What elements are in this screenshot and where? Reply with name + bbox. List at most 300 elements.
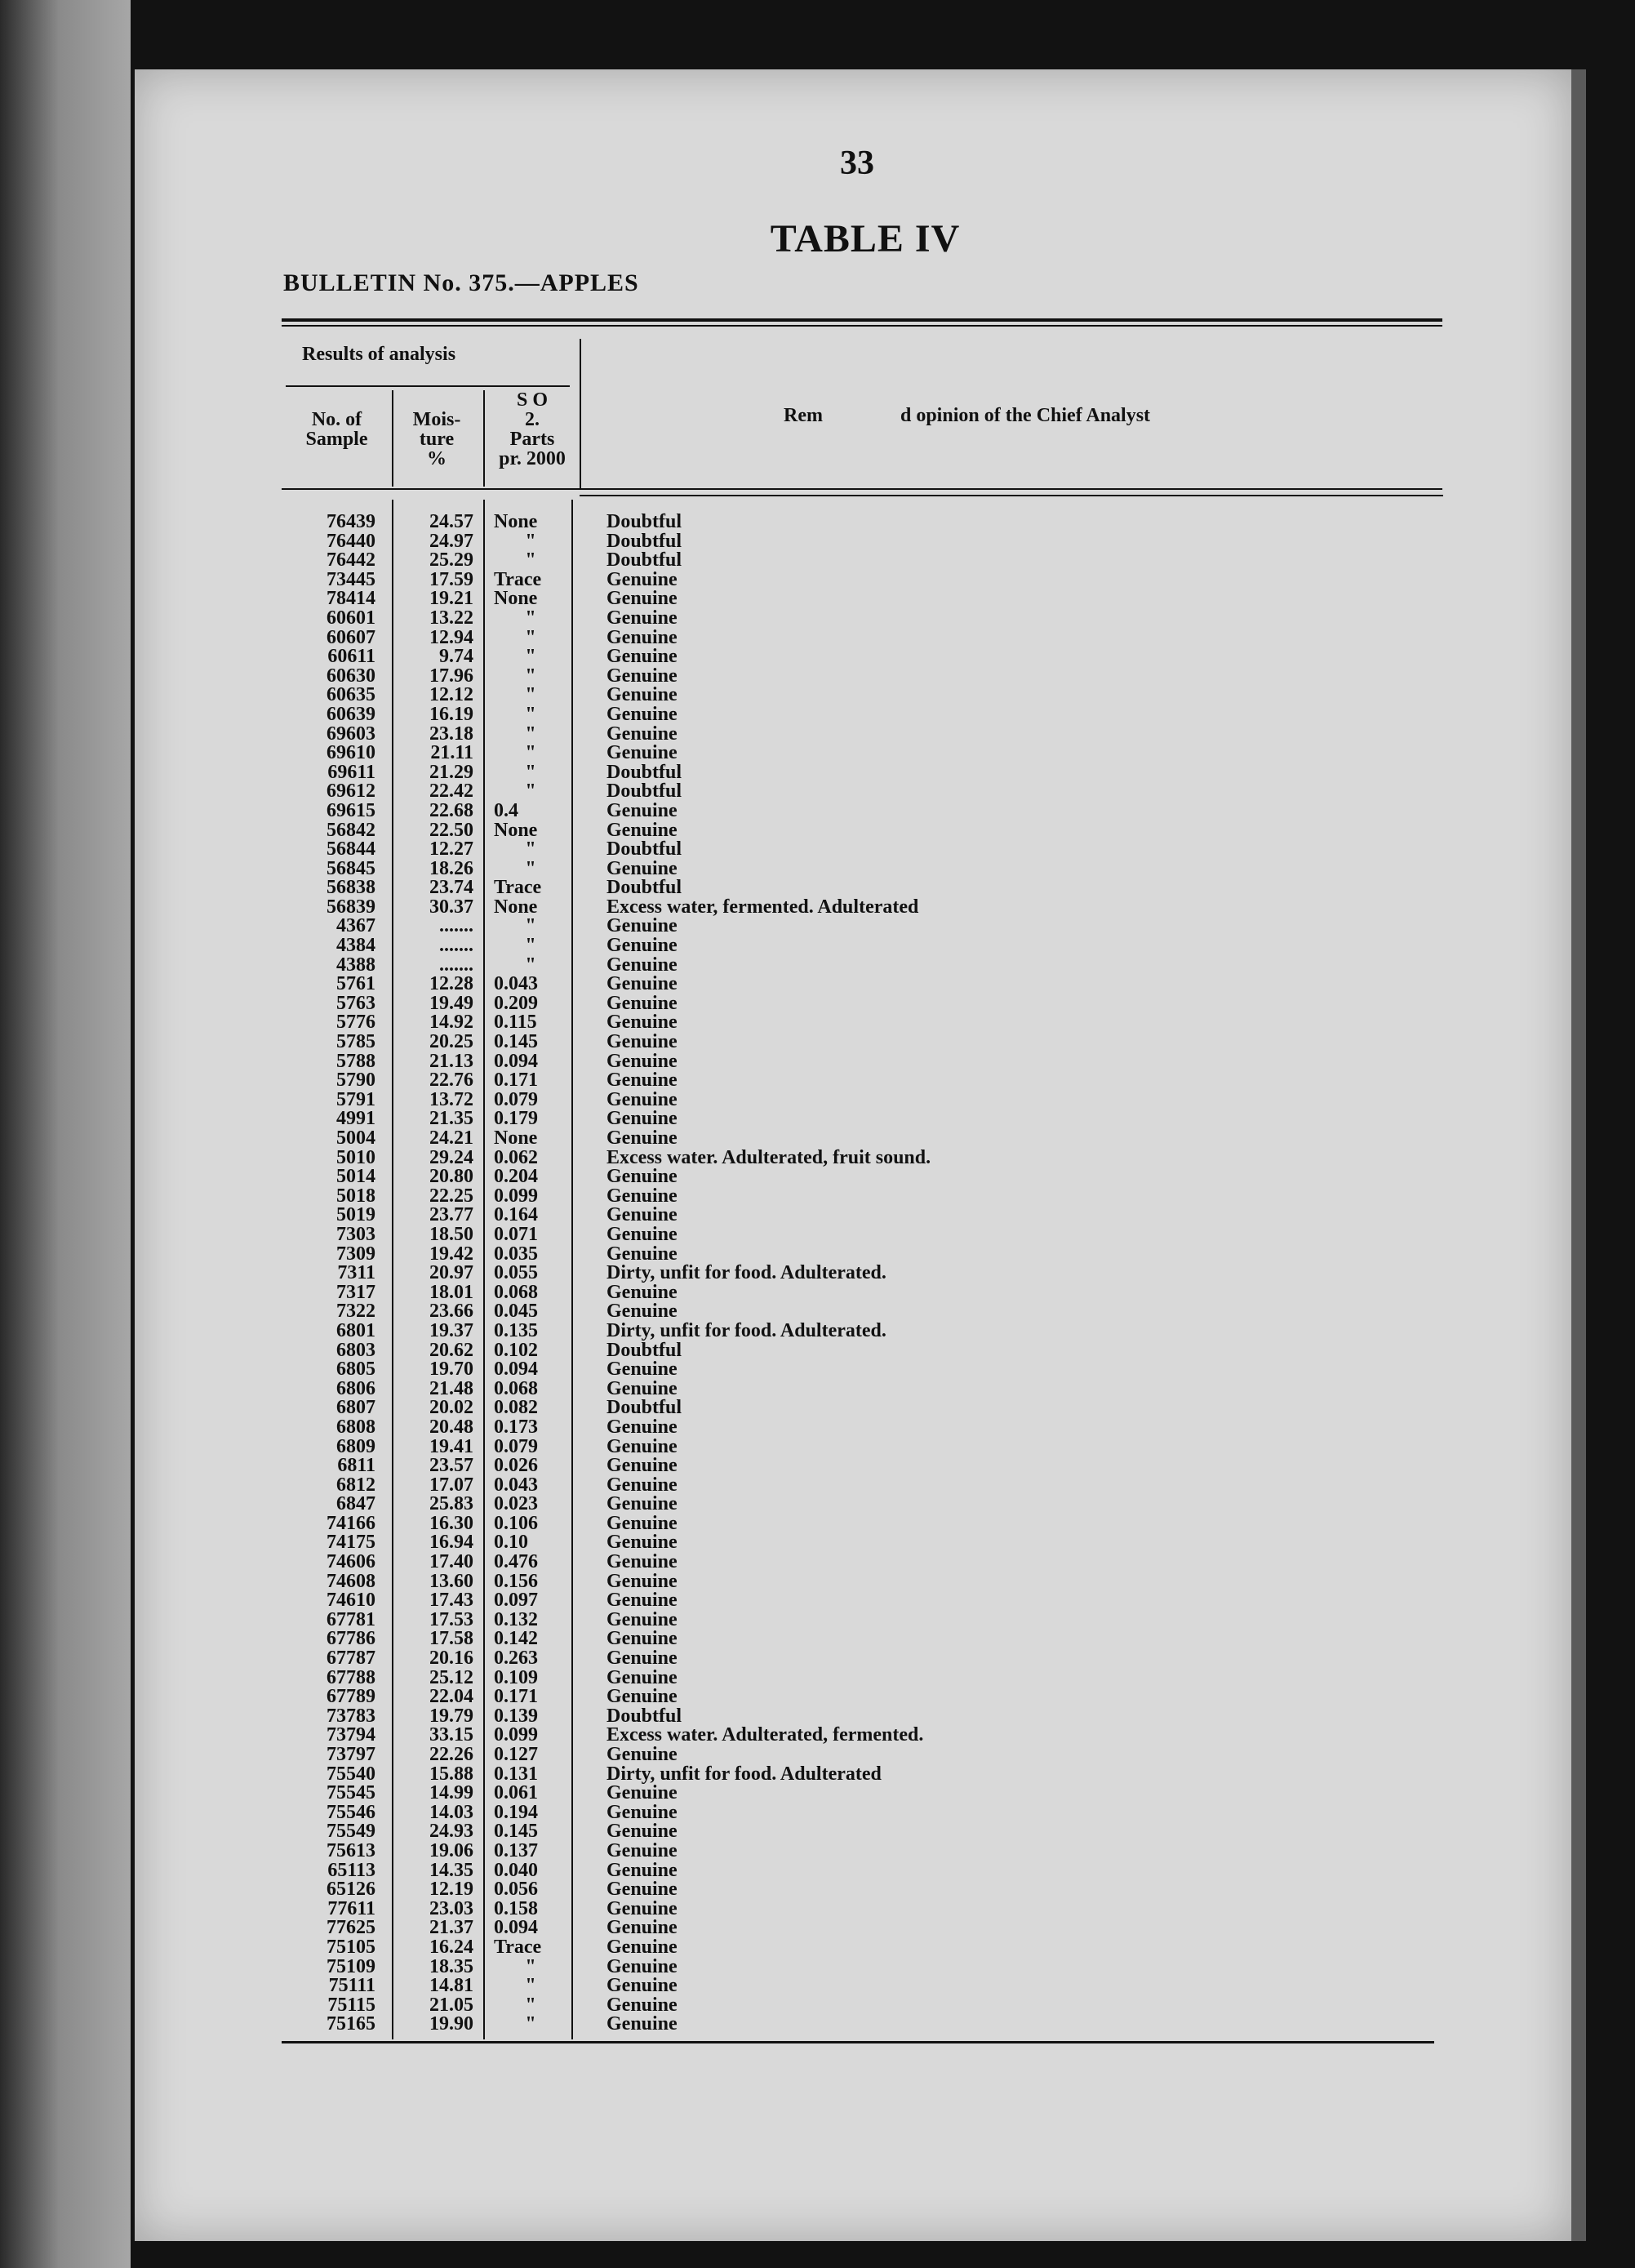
- sample-number: 5014: [336, 1166, 375, 1188]
- table-row: [282, 1418, 1424, 1438]
- table-row: [282, 1377, 1424, 1399]
- so2-value: ": [525, 780, 536, 803]
- sample-number: 69610: [327, 742, 375, 764]
- sample-number: 75549: [327, 1821, 375, 1843]
- remarks-text: Doubtful: [606, 780, 682, 803]
- so2-value: 0.023: [494, 1493, 538, 1515]
- moisture-value: 12.94: [429, 626, 473, 648]
- header-so2-line1: S O: [516, 389, 548, 411]
- remarks-text: Genuine: [606, 1243, 678, 1265]
- header-sample-line1: No. of: [311, 409, 362, 430]
- sample-number: 60607: [327, 626, 375, 648]
- table-row: [282, 1071, 1424, 1091]
- sample-number: 5790: [336, 1070, 375, 1092]
- moisture-value: 14.99: [429, 1782, 473, 1804]
- remarks-text: Genuine: [606, 607, 678, 629]
- remarks-text: Genuine: [606, 1608, 678, 1630]
- sample-number: 60635: [327, 684, 375, 706]
- so2-value: 0.145: [494, 1821, 538, 1843]
- sample-number: 65113: [327, 1859, 375, 1881]
- so2-value: 0.179: [494, 1108, 538, 1130]
- header-sample-line2: Sample: [305, 429, 368, 450]
- remarks-text: Genuine: [606, 992, 678, 1014]
- so2-value: 0.139: [494, 1705, 538, 1727]
- table-row: [282, 1033, 1424, 1052]
- so2-value: 0.068: [494, 1281, 538, 1303]
- table-row: [282, 551, 1424, 571]
- so2-value: 0.164: [494, 1204, 538, 1226]
- sample-number: 78414: [327, 588, 375, 610]
- header-so2: [487, 390, 578, 469]
- header-results-rule: [286, 385, 570, 387]
- so2-value: 0.173: [494, 1416, 538, 1438]
- so2-value: ": [525, 703, 536, 725]
- table-row: [282, 1745, 1424, 1765]
- remarks-text: Genuine: [606, 1648, 678, 1670]
- remarks-text: Genuine: [606, 1416, 678, 1438]
- sample-number: 76440: [327, 530, 375, 552]
- remarks-text: Genuine: [606, 1377, 678, 1399]
- so2-value: ": [525, 530, 536, 552]
- remarks-text: Genuine: [606, 1975, 678, 1997]
- remarks-text: Genuine: [606, 742, 678, 764]
- header-bottom-rule: [282, 488, 1442, 490]
- so2-value: 0.132: [494, 1608, 538, 1630]
- sample-number: 76442: [327, 549, 375, 571]
- sample-number: 76439: [327, 511, 375, 532]
- header-bottom-rule-2: [580, 495, 1443, 496]
- table-row: [282, 1688, 1424, 1707]
- moisture-value: .......: [439, 915, 473, 937]
- table-row: [282, 667, 1424, 687]
- header-so2-line4: pr. 2000: [499, 448, 566, 469]
- moisture-value: 22.04: [429, 1686, 473, 1708]
- so2-value: 0.135: [494, 1319, 538, 1341]
- table-row: [282, 878, 1424, 898]
- moisture-value: 23.57: [429, 1455, 473, 1477]
- moisture-value: 16.94: [429, 1532, 473, 1554]
- sample-number: 6803: [336, 1339, 375, 1361]
- table-row: [282, 1839, 1424, 1861]
- table-row: [282, 609, 1424, 629]
- remarks-text: Genuine: [606, 1031, 678, 1053]
- so2-value: ": [525, 2013, 536, 2035]
- sample-number: 77625: [327, 1917, 375, 1939]
- so2-value: 0.109: [494, 1666, 538, 1688]
- so2-value: None: [494, 511, 538, 532]
- moisture-value: 14.81: [429, 1975, 473, 1997]
- right-page-edge: [1571, 69, 1586, 2241]
- moisture-value: 21.35: [429, 1108, 473, 1130]
- table-row: [282, 821, 1424, 841]
- table-row: [282, 1360, 1424, 1380]
- remarks-text: Genuine: [606, 646, 678, 668]
- so2-value: ": [525, 1975, 536, 1997]
- remarks-text: Doubtful: [606, 838, 682, 861]
- sample-number: 56845: [327, 857, 375, 879]
- table-row: [282, 744, 1424, 763]
- page-number: 33: [840, 145, 874, 182]
- moisture-value: 20.80: [429, 1166, 473, 1188]
- so2-value: 0.106: [494, 1512, 538, 1534]
- remarks-text: Genuine: [606, 665, 678, 687]
- header-vrule-3: [580, 339, 581, 488]
- moisture-value: 25.83: [429, 1493, 473, 1515]
- sample-number: 7303: [336, 1223, 375, 1245]
- sample-number: 5785: [336, 1031, 375, 1053]
- table-row: [282, 1572, 1424, 1592]
- table-row: [282, 936, 1424, 956]
- so2-value: ": [525, 549, 536, 571]
- moisture-value: 21.37: [429, 1917, 473, 1939]
- remarks-text: Genuine: [606, 1512, 678, 1534]
- remarks-text: Doubtful: [606, 1339, 682, 1361]
- table-row: [282, 626, 1424, 648]
- remarks-text: Genuine: [606, 723, 678, 745]
- table-row: [282, 1977, 1424, 1996]
- so2-value: 0.055: [494, 1262, 538, 1284]
- sample-number: 6811: [337, 1455, 375, 1477]
- so2-value: ": [525, 838, 536, 861]
- table-row: [282, 1245, 1424, 1265]
- remarks-text: Genuine: [606, 588, 678, 610]
- sample-number: 73783: [327, 1705, 375, 1727]
- header-so2-line3: Parts: [509, 429, 555, 450]
- moisture-value: 16.24: [429, 1936, 473, 1958]
- table-row: [282, 1784, 1424, 1803]
- header-vrule-1: [392, 390, 393, 487]
- moisture-value: 16.19: [429, 703, 473, 725]
- remarks-text: Genuine: [606, 1859, 678, 1881]
- sample-number: 5004: [336, 1127, 375, 1149]
- moisture-value: 22.26: [429, 1744, 473, 1765]
- table-row: [282, 2015, 1424, 2035]
- remarks-text: Genuine: [606, 1782, 678, 1804]
- remarks-text: Genuine: [606, 1801, 678, 1823]
- sample-number: 75115: [327, 1994, 375, 2016]
- so2-value: 0.045: [494, 1301, 538, 1323]
- remarks-text: Genuine: [606, 1435, 678, 1457]
- table-row: [282, 1591, 1424, 1611]
- remarks-text: Genuine: [606, 1204, 678, 1226]
- moisture-value: 22.25: [429, 1185, 473, 1207]
- table-row: [282, 1283, 1424, 1303]
- remarks-text: Genuine: [606, 1821, 678, 1843]
- remarks-text: Genuine: [606, 935, 678, 957]
- moisture-value: 19.37: [429, 1319, 473, 1341]
- so2-value: 0.115: [494, 1012, 537, 1034]
- sample-number: 5776: [336, 1012, 375, 1034]
- moisture-value: 29.24: [429, 1146, 473, 1168]
- left-page-edge: [0, 0, 131, 2268]
- table-row: [282, 1514, 1424, 1534]
- sample-number: 4384: [336, 935, 375, 957]
- remarks-text: Genuine: [606, 1301, 678, 1323]
- moisture-value: 24.21: [429, 1127, 473, 1149]
- table-row: [282, 1861, 1424, 1881]
- remarks-text: Genuine: [606, 1493, 678, 1515]
- so2-value: 0.156: [494, 1570, 538, 1592]
- so2-value: 0.171: [494, 1070, 538, 1092]
- moisture-value: 19.49: [429, 992, 473, 1014]
- so2-value: 0.062: [494, 1146, 538, 1168]
- so2-value: 0.082: [494, 1397, 538, 1419]
- table-row: [282, 1013, 1424, 1033]
- moisture-value: 12.28: [429, 973, 473, 995]
- table-row: [282, 1456, 1424, 1476]
- table-row: [282, 1938, 1424, 1958]
- table-row: [282, 1553, 1424, 1572]
- moisture-value: 23.03: [429, 1897, 473, 1919]
- table-row: [282, 1206, 1424, 1225]
- remarks-text: Genuine: [606, 1088, 678, 1110]
- moisture-value: 20.02: [429, 1397, 473, 1419]
- sample-number: 69612: [327, 780, 375, 803]
- moisture-value: 22.42: [429, 780, 473, 803]
- moisture-value: 17.53: [429, 1608, 473, 1630]
- moisture-value: 18.26: [429, 857, 473, 879]
- table-row: [282, 589, 1424, 609]
- so2-value: None: [494, 1127, 538, 1149]
- sample-number: 60630: [327, 665, 375, 687]
- remarks-text: Doubtful: [606, 877, 682, 899]
- table-title: TABLE IV: [770, 217, 961, 260]
- table-row: [282, 782, 1424, 802]
- sample-number: 4367: [336, 915, 375, 937]
- moisture-value: 19.90: [429, 2013, 473, 2035]
- so2-value: 0.094: [494, 1050, 538, 1072]
- sample-number: 6808: [336, 1416, 375, 1438]
- so2-value: 0.061: [494, 1782, 538, 1804]
- remarks-text: Genuine: [606, 954, 678, 976]
- moisture-value: 18.35: [429, 1955, 473, 1977]
- sample-number: 56842: [327, 819, 375, 841]
- table-row: [282, 840, 1424, 860]
- moisture-value: 24.93: [429, 1821, 473, 1843]
- so2-value: ": [525, 935, 536, 957]
- so2-value: 0.040: [494, 1859, 538, 1881]
- moisture-value: 17.43: [429, 1590, 473, 1612]
- remarks-text: Dirty, unfit for food. Adulterated.: [606, 1319, 886, 1341]
- remarks-text: Genuine: [606, 1744, 678, 1765]
- moisture-value: 13.60: [429, 1570, 473, 1592]
- table-row: [282, 857, 1424, 879]
- so2-value: 0.127: [494, 1744, 538, 1765]
- remarks-text: Doubtful: [606, 549, 682, 571]
- sample-number: 67788: [327, 1666, 375, 1688]
- moisture-value: 16.30: [429, 1512, 473, 1534]
- remarks-text: Genuine: [606, 1455, 678, 1477]
- moisture-value: 17.59: [429, 568, 473, 590]
- so2-value: ": [525, 723, 536, 745]
- remarks-text: Doubtful: [606, 761, 682, 783]
- sample-number: 69615: [327, 799, 375, 821]
- so2-value: None: [494, 588, 538, 610]
- table-row: [282, 647, 1424, 667]
- table-row: [282, 1399, 1424, 1418]
- remarks-text: Genuine: [606, 1897, 678, 1919]
- sample-number: 56838: [327, 877, 375, 899]
- remarks-text: Genuine: [606, 626, 678, 648]
- remarks-text: Genuine: [606, 1127, 678, 1149]
- table-row: [282, 1726, 1424, 1745]
- so2-value: 0.035: [494, 1243, 538, 1265]
- sample-number: 5791: [336, 1088, 375, 1110]
- remarks-text: Genuine: [606, 1223, 678, 1245]
- remarks-text: Genuine: [606, 857, 678, 879]
- table-row: [282, 725, 1424, 745]
- table-row: [282, 1707, 1424, 1727]
- moisture-value: 22.68: [429, 799, 473, 821]
- sample-number: 73797: [327, 1744, 375, 1765]
- so2-value: 0.071: [494, 1223, 538, 1245]
- so2-value: 0.145: [494, 1031, 538, 1053]
- remarks-text: Genuine: [606, 1879, 678, 1901]
- so2-value: ": [525, 684, 536, 706]
- remarks-text: Doubtful: [606, 1397, 682, 1419]
- sample-number: 4388: [336, 954, 375, 976]
- moisture-value: 17.40: [429, 1551, 473, 1573]
- remarks-text: Genuine: [606, 1281, 678, 1303]
- moisture-value: 30.37: [429, 896, 473, 918]
- so2-value: Trace: [494, 568, 542, 590]
- moisture-value: 24.57: [429, 511, 473, 532]
- remarks-text: Genuine: [606, 1166, 678, 1188]
- moisture-value: 12.12: [429, 684, 473, 706]
- so2-value: 0.097: [494, 1590, 538, 1612]
- moisture-value: 14.03: [429, 1801, 473, 1823]
- sample-number: 5010: [336, 1146, 375, 1168]
- table-row: [282, 1666, 1424, 1688]
- header-moisture-line1: Mois-: [412, 409, 461, 430]
- moisture-value: 12.19: [429, 1879, 473, 1901]
- remarks-text: Genuine: [606, 1532, 678, 1554]
- moisture-value: 23.18: [429, 723, 473, 745]
- sample-number: 56839: [327, 896, 375, 918]
- table-row: [282, 898, 1424, 918]
- table-bottom-rule: [282, 2041, 1434, 2043]
- table-row: [282, 956, 1424, 976]
- remarks-text: Genuine: [606, 799, 678, 821]
- sample-number: 4991: [336, 1108, 375, 1130]
- remarks-text: Excess water. Adulterated, fermented.: [606, 1724, 924, 1746]
- remarks-text: Genuine: [606, 1839, 678, 1861]
- remarks-text: Doubtful: [606, 1705, 682, 1727]
- table-row: [282, 568, 1424, 590]
- so2-value: 0.131: [494, 1763, 538, 1785]
- moisture-value: 20.16: [429, 1648, 473, 1670]
- so2-value: 0.094: [494, 1359, 538, 1381]
- remarks-text: Genuine: [606, 1570, 678, 1592]
- remarks-text: Genuine: [606, 1590, 678, 1612]
- sample-number: 60611: [327, 646, 375, 668]
- so2-value: 0.068: [494, 1377, 538, 1399]
- moisture-value: 25.12: [429, 1666, 473, 1688]
- sample-number: 75545: [327, 1782, 375, 1804]
- table-row: [282, 686, 1424, 705]
- so2-value: Trace: [494, 877, 542, 899]
- sample-number: 6812: [336, 1474, 375, 1496]
- sample-number: 74608: [327, 1570, 375, 1592]
- moisture-value: 33.15: [429, 1724, 473, 1746]
- sample-number: 69611: [327, 761, 375, 783]
- table-row: [282, 1803, 1424, 1823]
- top-rule-thick: [282, 318, 1442, 322]
- so2-value: ": [525, 1955, 536, 1977]
- sample-number: 6805: [336, 1359, 375, 1381]
- table-row: [282, 532, 1424, 552]
- so2-value: ": [525, 626, 536, 648]
- so2-value: ": [525, 761, 536, 783]
- sample-number: 5788: [336, 1050, 375, 1072]
- so2-value: ": [525, 857, 536, 879]
- moisture-value: 21.11: [430, 742, 473, 764]
- so2-value: 0.056: [494, 1879, 538, 1901]
- sample-number: 73794: [327, 1724, 375, 1746]
- remarks-text: Genuine: [606, 703, 678, 725]
- remarks-text: Genuine: [606, 568, 678, 590]
- sample-number: 75613: [327, 1839, 375, 1861]
- table-row: [282, 1630, 1424, 1649]
- so2-value: 0.102: [494, 1339, 538, 1361]
- table-row: [282, 1088, 1424, 1110]
- remarks-text: Genuine: [606, 1628, 678, 1650]
- header-results-of-analysis: Results of analysis: [302, 344, 456, 365]
- so2-value: 0.476: [494, 1551, 538, 1573]
- sample-number: 75105: [327, 1936, 375, 1958]
- table-row: [282, 1955, 1424, 1977]
- moisture-value: 23.77: [429, 1204, 473, 1226]
- header-remarks-part2: d opinion of the Chief Analyst: [900, 405, 1151, 426]
- moisture-value: 20.48: [429, 1416, 473, 1438]
- remarks-text: Genuine: [606, 1994, 678, 2016]
- table-row: [282, 1435, 1424, 1457]
- header-remarks: [784, 406, 1355, 425]
- so2-value: 0.099: [494, 1185, 538, 1207]
- sample-number: 75109: [327, 1955, 375, 1977]
- table-row: [282, 1302, 1424, 1322]
- so2-value: 0.158: [494, 1897, 538, 1919]
- table-row: [282, 1897, 1424, 1919]
- sample-number: 56844: [327, 838, 375, 861]
- remarks-text: Genuine: [606, 1050, 678, 1072]
- moisture-value: .......: [439, 954, 473, 976]
- remarks-text: Genuine: [606, 1185, 678, 1207]
- remarks-text: Genuine: [606, 684, 678, 706]
- sample-number: 74610: [327, 1590, 375, 1612]
- sample-number: 5761: [336, 973, 375, 995]
- table-row: [282, 1146, 1424, 1168]
- table-row: [282, 1341, 1424, 1361]
- sample-number: 7311: [337, 1262, 375, 1284]
- moisture-value: 14.92: [429, 1012, 473, 1034]
- table-row: [282, 1996, 1424, 2016]
- table-row: [282, 994, 1424, 1014]
- sample-number: 60639: [327, 703, 375, 725]
- table-body: [282, 513, 1424, 2035]
- moisture-value: 17.07: [429, 1474, 473, 1496]
- table-row: [282, 1187, 1424, 1207]
- table-row: [282, 1919, 1424, 1938]
- so2-value: None: [494, 896, 538, 918]
- moisture-value: 21.05: [429, 1994, 473, 2016]
- remarks-text: Genuine: [606, 1955, 678, 1977]
- so2-value: 0.142: [494, 1628, 538, 1650]
- sample-number: 6807: [336, 1397, 375, 1419]
- remarks-text: Doubtful: [606, 511, 682, 532]
- table-row: [282, 1765, 1424, 1785]
- so2-value: None: [494, 819, 538, 841]
